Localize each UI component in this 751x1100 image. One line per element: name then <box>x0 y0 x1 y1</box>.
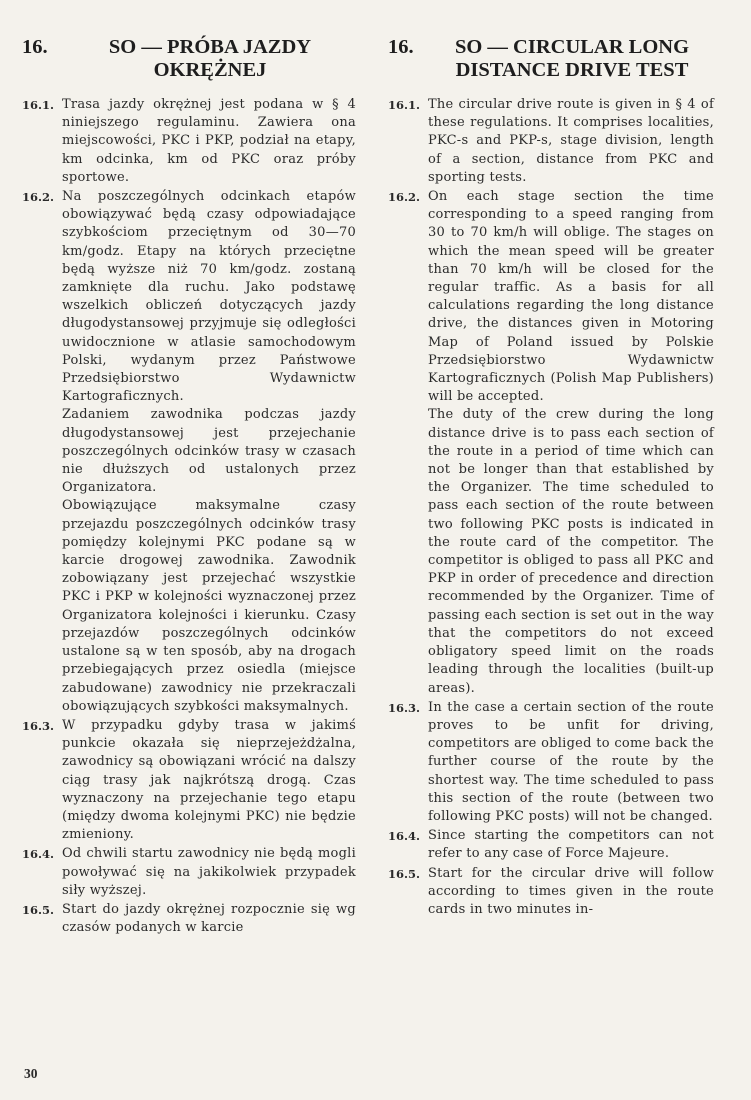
clause-16-5-en <box>388 865 714 920</box>
clause-number: 16.1. <box>388 98 421 112</box>
clause-number: 16.5. <box>22 902 55 917</box>
clause-number: 16.3. <box>388 700 421 715</box>
clause-text: The duty of the crew during the long distance drive is to pass each section of the route in a period of time which can not be longer than that established by the Organizer. The time scheduled to pass each section of the route between two following PKC posts is indicated in the route card of the competitor. The competitor is obliged to pass all PKC and PKP in order of precedence and direction recommended by the Organizer. Time of passing each section is set out in the way that the competitors do not exceed obligatory speed limit on the roads leading through the localities (built-up areas). <box>428 407 714 696</box>
clause-16-5-pl <box>22 901 356 937</box>
clause-text: The circular drive route is given in § 4 of these regulations. It comprises localities, PKC-s and PKP-s, stage division, length of a section, distance from PKC and sporting tests. <box>428 97 714 185</box>
clause-16-2-en <box>388 188 714 698</box>
clause-text: Since starting the competitors can not refer to any case of Force Majeure. <box>428 828 714 862</box>
clause-text: Od chwili startu zawodnicy nie będą mogli powoływać się na jakikolwiek przypadek siły wyższej. <box>62 846 356 898</box>
clause-16-1-en <box>388 96 714 187</box>
polish-column <box>22 36 356 938</box>
english-column <box>388 36 714 920</box>
clause-number: 16.2. <box>22 190 55 205</box>
clause-number: 16.4. <box>388 829 421 844</box>
clause-16-1-pl <box>22 96 356 187</box>
section-heading-en <box>388 36 714 82</box>
clause-16-2-pl <box>22 188 356 716</box>
clause-number: 16.5. <box>388 866 421 881</box>
clause-text: Na poszczególnych odcinkach etapów obowiązywać będą czasy odpowiadające szybkościom przeciętnym od 30—70 km/godz. Etapy na których przeciętne będą wyższe niż 70 km/godz. zostaną zamknięte dla ruchu. Jako podstawę wszelkich obliczeń dotyczących jazdy długodystansowej przyjmuje się odległości uwidocznione w atlasie samochodowym Polski, wydanym przez Państwowe Przedsiębiorstwo Wydawnictw Kartograficznych. <box>62 189 356 405</box>
clause-number: 16.3. <box>22 718 55 733</box>
section-heading-pl <box>22 36 356 82</box>
section-title: SO — PRÓBA JAZDY OKRĘŻNEJ <box>108 36 312 81</box>
clause-text: Trasa jazdy okrężnej jest podana w § 4 niniejszego regulaminu. Zawiera ona miejscowości, PKC i PKP, podział na etapy, km odcinka, km od PKC oraz próby sportowe. <box>62 97 356 185</box>
clause-16-3-pl <box>22 717 356 844</box>
clause-number: 16.4. <box>22 847 55 862</box>
clause-text: Start do jazdy okrężnej rozpocznie się wg czasów podanych w karcie <box>62 901 356 936</box>
clause-text: On each stage section the time corresponding to a speed ranging from 30 to 70 km/h will oblige. The stages on which the mean speed will be greater than 70 km/h will be closed for the regular traffic. As a basis for all calculations regarding the long distance drive, the distances given in Motoring Map of Poland issued by Polskie Przedsiębiorstwo Wydawnictw Kartograficznych (Polish Map Publishers) will be accepted. <box>428 189 714 405</box>
clause-text: Obowiązujące maksymalne czasy przejazdu poszczególnych odcinków trasy pomiędzy kolejnymi PKC podane są w karcie drogowej zawodnika. Zawodnik zobowiązany jest przejechać wszystkie PKC i PKP w kolejności wyznaczonej przez Organizatora kolejności i kierunku. Czasy przejazdów poszczególnych odcinków ustalone są w ten sposób, aby na drogach przebiegających przez osiedla (miejsce zabudowane) zawodnicy nie przekraczali obowiązujących szybkości maksymalnych. <box>62 498 356 714</box>
clause-16-3-en <box>388 699 714 826</box>
clause-text: Start for the circular drive will follow according to times given in the route cards in two minutes in- <box>428 865 714 917</box>
section-title: SO — CIRCULAR LONG DISTANCE DRIVE TEST <box>454 36 690 81</box>
clause-text: Zadaniem zawodnika podczas jazdy długodystansowej jest przejechanie poszczególnych odcinków trasy w czasach nie dłuższych od ustalonych przez Organizatora. <box>62 407 356 496</box>
clause-text: In the case a certain section of the route proves to be unfit for driving, competitors are obliged to come back the further course of the route by the shortest way. The time scheduled to pass this section of the route (between two following PKC posts) will not be changed. <box>428 699 714 824</box>
clause-number: 16.1. <box>22 98 55 112</box>
clause-16-4-pl <box>22 845 356 900</box>
clause-number: 16.2. <box>388 190 421 205</box>
page-number: 30 <box>24 1066 38 1081</box>
clause-text: W przypadku gdyby trasa w jakimś punkcie okazała się nieprzejeżdżalna, zawodnicy są obowiązani wrócić na dalszy ciąg trasy jak najkrótszą drogą. Czas wyznaczony na przejechanie tego etapu (między dwoma kolejnymi PKC) nie będzie zmieniony. <box>62 717 356 843</box>
clause-16-4-en <box>388 827 714 863</box>
section-number: 16. <box>388 36 414 58</box>
section-number: 16. <box>22 36 48 58</box>
